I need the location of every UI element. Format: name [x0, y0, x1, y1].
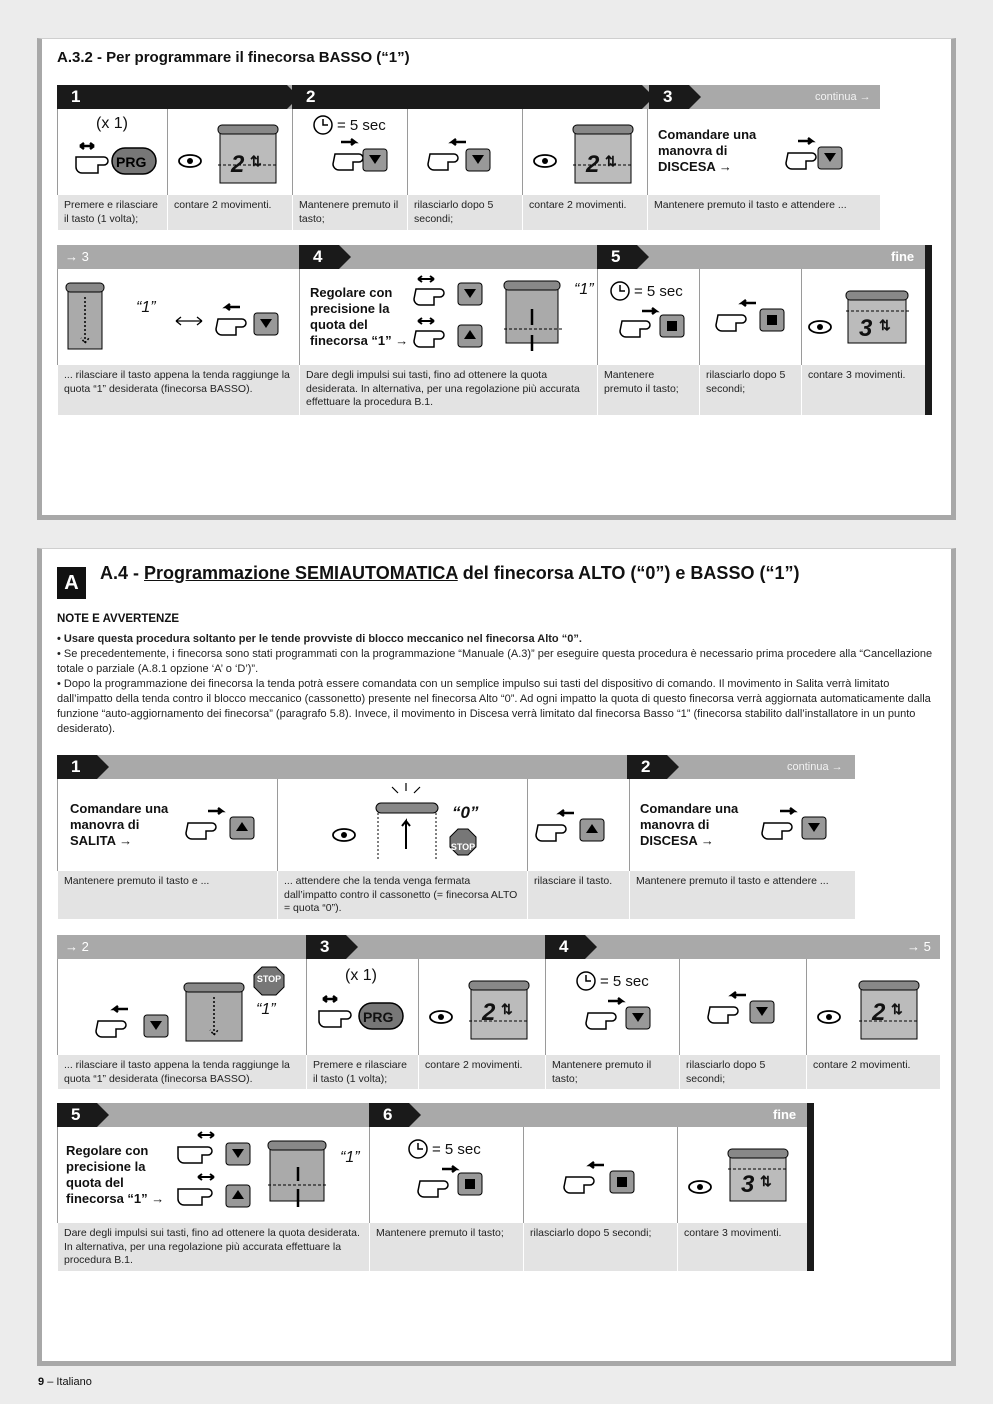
updown-arrows-icon: ⇅: [760, 1173, 772, 1189]
count-number: 2: [231, 151, 245, 178]
illustration-hold-5sec: [597, 269, 699, 365]
caption: Premere e rilasciare il tasto (1 volta);: [57, 195, 167, 230]
hand-release-up-icon: [528, 779, 630, 871]
step-number: 6: [369, 1103, 409, 1127]
end-label: fine: [891, 249, 915, 264]
updown-arrows-icon: ⇅: [605, 153, 617, 169]
updown-arrows-icon: ⇅: [501, 1001, 513, 1017]
illustration-count-2: [806, 959, 940, 1055]
caption: rilasciarlo dopo 5 secondi;: [407, 195, 522, 230]
illustration-release-up: [527, 779, 629, 871]
quota-label: “0”: [452, 803, 479, 822]
caption: contare 2 movimenti.: [806, 1055, 940, 1089]
hold-duration: = 5 sec: [634, 283, 683, 300]
hold-duration: = 5 sec: [432, 1141, 481, 1158]
instruction-text: Comandare una manovra di DISCESA →: [640, 801, 739, 848]
section-title-a4: A.4 - Programmazione SEMIAUTOMATICA del finecorsa ALTO (“0”) e BASSO (“1”): [100, 563, 800, 583]
illustration-lower-to-quota: [57, 959, 306, 1055]
step-number: 4: [545, 935, 585, 959]
hand-up-down-adjust-icon: [58, 1127, 370, 1223]
step-table-1: [57, 85, 880, 230]
step-table-5: [57, 1103, 814, 1271]
awning-and-hand-icon: [58, 269, 300, 365]
illustration-release: [679, 959, 806, 1055]
illustration-hold-5sec: [369, 1127, 523, 1223]
illustration-release-stop: [523, 1127, 677, 1223]
hand-release-stop-icon: [524, 1127, 678, 1223]
illustration-command-up: [57, 779, 277, 871]
instruction-text: Comandare una manovra di DISCESA →: [658, 127, 757, 174]
prg-button-label: PRG: [363, 1009, 394, 1025]
step-table-4: [57, 935, 940, 1089]
stop-sign-icon: STOP: [256, 974, 282, 984]
caption: contare 2 movimenti.: [418, 1055, 545, 1089]
hand-press-down-icon: [648, 109, 881, 195]
caption: rilasciarlo dopo 5 secondi;: [699, 365, 801, 415]
continue-label: continua →: [815, 91, 871, 103]
step-number: 5: [597, 245, 637, 269]
step-number: 3: [306, 935, 346, 959]
count-number: 2: [482, 999, 496, 1026]
caption: Mantenere premuto il tasto;: [292, 195, 407, 230]
caption: rilasciare il tasto.: [527, 871, 629, 919]
caption: Mantenere premuto il tasto;: [545, 1055, 679, 1089]
quota-label: “1”: [340, 1149, 360, 1166]
step-number: 4: [299, 245, 339, 269]
quota-label: “1”: [136, 299, 156, 316]
hand-press-icon: [58, 109, 168, 195]
illustration-fine-adjust: [299, 269, 597, 365]
caption: ... attendere che la tenda venga fermata dall’impatto contro il cassonetto (= finecorsa ALTO = quota “0”).: [277, 871, 527, 919]
illustration-prg-button: [57, 109, 167, 195]
caption: Mantenere premuto il tasto;: [597, 365, 699, 415]
step-number: 3: [649, 85, 689, 109]
illustration-command-down: [647, 109, 880, 195]
page-footer: [38, 1376, 92, 1388]
panel-a4: [37, 548, 956, 1366]
illustration-command-down: [629, 779, 855, 871]
section-badge: A: [57, 567, 86, 599]
count-number: 2: [586, 151, 600, 178]
press-count: (x 1): [345, 967, 377, 984]
updown-arrows-icon: ⇅: [891, 1001, 903, 1017]
caption: rilasciarlo dopo 5 secondi;: [679, 1055, 806, 1089]
note-item: • Dopo la programmazione dei finecorsa la tenda potrà essere comandata con un semplice impulso sui tasti del dispositivo di comando. Il movimento in Salita verrà limitato dall’impatto della tenda contro il blocco meccanico (cassonetto) presente nel finecorsa Alto “0”. Ad ogni impatto la quota di questo finecorsa verrà aggiornata automaticamente dalla funzione “auto-aggiornamento dei finecorsa” (paragrafo 5.8). Invece, il movimento in Discesa verrà limitato dal finecorsa Basso “1” (finecorsa stabilito dall’installatore in un punto desiderato).: [57, 678, 931, 735]
continue-label: continua →: [787, 761, 843, 773]
step-number: 2: [292, 85, 642, 109]
notes-list: [57, 632, 945, 737]
press-count: (x 1): [96, 115, 128, 132]
step-table-3: [57, 755, 855, 919]
illustration-count-2: [522, 109, 647, 195]
hand-release-down-icon: [680, 959, 807, 1055]
step-table-2: [57, 245, 932, 415]
hand-press-up-icon: [58, 779, 278, 871]
notes-heading: NOTE E AVVERTENZE: [57, 613, 180, 625]
caption: contare 2 movimenti.: [522, 195, 647, 230]
caption: contare 3 movimenti.: [677, 1223, 807, 1271]
illustration-release: [407, 109, 522, 195]
caption: ... rilasciare il tasto appena la tenda raggiunge la quota “1” desiderata (finecorsa BASSO).: [57, 1055, 306, 1089]
quota-label: “1”: [574, 281, 594, 298]
illustration-count-2: [167, 109, 292, 195]
caption: contare 2 movimenti.: [167, 195, 292, 230]
caption: Premere e rilasciare il tasto (1 volta);: [306, 1055, 418, 1089]
caption: Dare degli impulsi sui tasti, fino ad ottenere la quota desiderata. In alternativa, per una regolazione più accurata effettuare la procedura B.1.: [299, 365, 597, 415]
end-label: fine: [773, 1107, 797, 1122]
hold-duration: = 5 sec: [600, 973, 649, 990]
eye-awning-stop-icon: [278, 779, 528, 871]
count-number: 3: [741, 1171, 755, 1198]
count-number: 3: [859, 315, 873, 342]
illustration-prg-button: [306, 959, 418, 1055]
stop-sign-icon: STOP: [450, 842, 476, 852]
illustration-hold-5sec: [292, 109, 407, 195]
page-number: 9: [38, 1376, 45, 1388]
hand-release-down-icon: [408, 109, 523, 195]
note-item: • Usare questa procedura soltanto per le tende provviste di blocco meccanico nel finecorsa Alto “0”.: [57, 633, 582, 645]
hand-release-stop-icon: [700, 269, 802, 365]
caption: Mantenere premuto il tasto e ...: [57, 871, 277, 919]
caption: Mantenere premuto il tasto;: [369, 1223, 523, 1271]
lead-label: → 2: [65, 939, 89, 954]
caption: Dare degli impulsi sui tasti, fino ad ottenere la quota desiderata. In alternativa, per una regolazione più accurata effettuare la procedura B.1.: [57, 1223, 369, 1271]
illustration-wait-impact: [277, 779, 527, 871]
step-number: 5: [57, 1103, 97, 1127]
step-number: 1: [57, 755, 97, 779]
illustration-release-stop: [699, 269, 801, 365]
illustration-count-3: [677, 1127, 807, 1223]
caption: Mantenere premuto il tasto e attendere ...: [629, 871, 855, 919]
footer-language: – Italiano: [47, 1376, 92, 1388]
section-title-a32: A.3.2 - Per programmare il finecorsa BASSO (“1”): [57, 49, 410, 66]
step-number: 2: [627, 755, 667, 779]
caption: rilasciarlo dopo 5 secondi;: [523, 1223, 677, 1271]
illustration-fine-adjust: [57, 1127, 369, 1223]
hold-duration: = 5 sec: [337, 117, 386, 134]
trail-label: → 5: [907, 939, 931, 954]
step-number: 1: [57, 85, 287, 109]
caption: ... rilasciare il tasto appena la tenda raggiunge la quota “1” desiderata (finecorsa BASSO).: [57, 365, 299, 415]
illustration-lower-to-quota: [57, 269, 299, 365]
hand-press-down-icon: [630, 779, 856, 871]
illustration-count-3: [801, 269, 925, 365]
instruction-text: Regolare con precisione la quota del finecorsa “1” →: [66, 1143, 165, 1206]
panel-a32: [37, 38, 956, 520]
instruction-text: Regolare con precisione la quota del finecorsa “1” →: [310, 285, 409, 348]
instruction-text: Comandare una manovra di SALITA →: [70, 801, 169, 848]
updown-arrows-icon: ⇅: [879, 317, 891, 333]
caption: Mantenere premuto il tasto e attendere ...: [647, 195, 880, 230]
prg-button-label: PRG: [116, 154, 147, 170]
lead-label: → 3: [65, 249, 89, 264]
illustration-hold-5sec: [545, 959, 679, 1055]
caption: contare 3 movimenti.: [801, 365, 925, 415]
illustration-count-2: [418, 959, 545, 1055]
count-number: 2: [872, 999, 886, 1026]
updown-arrows-icon: ⇅: [250, 153, 262, 169]
quota-label: “1”: [256, 1001, 276, 1018]
hand-press-icon: [307, 959, 419, 1055]
note-item: • Se precedentemente, i finecorsa sono stati programmati con la programmazione “Manuale (A.3)” per eseguire questa procedura è necessario prima procedere alla “Cancellazione totale o parziale (A.8.1 opzione ‘A’ o ‘D’)”.: [57, 648, 933, 675]
hand-up-down-adjust-icon: [300, 269, 598, 365]
